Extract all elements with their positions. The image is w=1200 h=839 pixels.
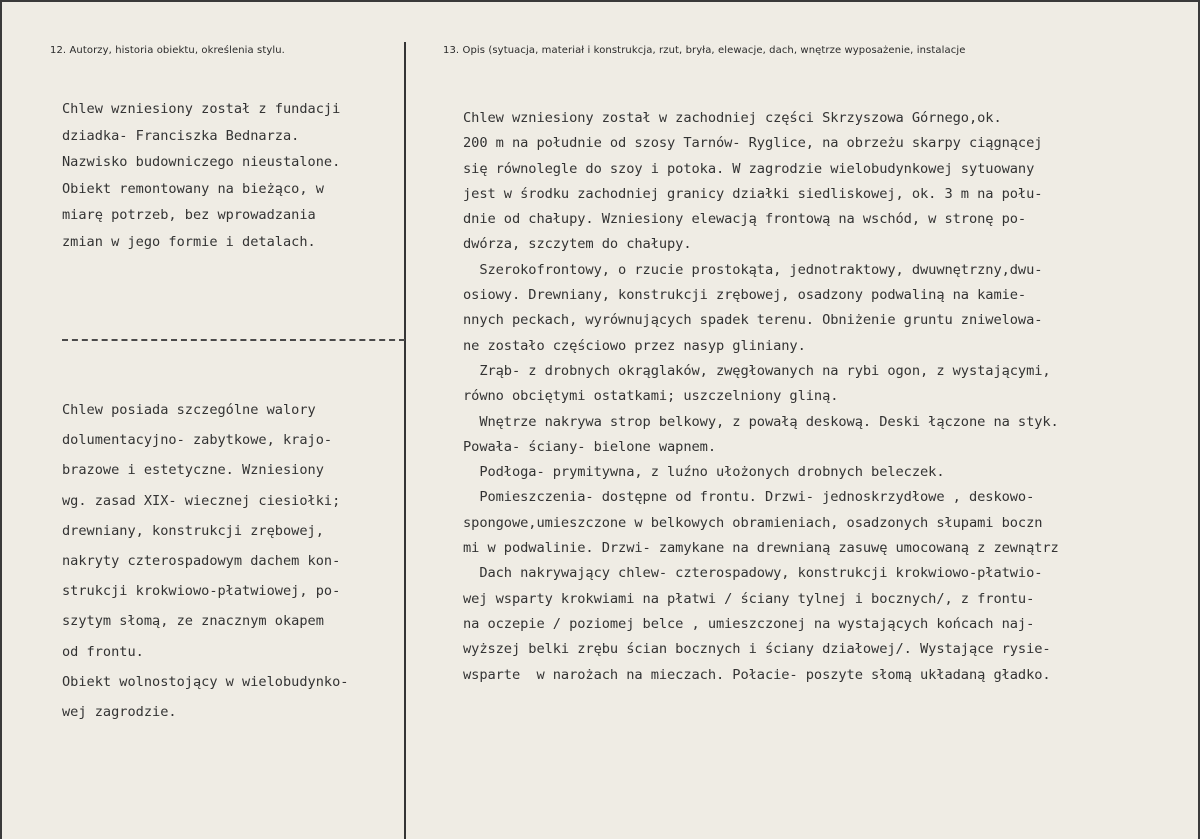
column-divider: [404, 42, 406, 839]
authors-history-text: Chlew wzniesiony został z fundacji dziadka- Franciszka Bednarza. Nazwisko budowniczego nieustalone. Obiekt remontowany na bieżąco, w miarę potrzeb, bez wprowadzania zmian w jego formie i detalach.: [62, 101, 341, 250]
values-assessment-text: Chlew posiada szczególne walory dolumentacyjno- zabytkowe, krajo- brazowe i estetyczne. Wzniesiony wg. zasad XIX- wiecznej ciesiołki; drewniany, konstrukcji zrębowej, nakryty czterospadowym dachem kon- strukcji krokwiowo-płatwiowej, po- szytym słomą, ze znacznym okapem od frontu. Obiekt wolnostojący w wielobudynko- wej zagrodzie.: [62, 402, 349, 721]
page-border-top: [0, 0, 1200, 2]
page-border-left: [0, 0, 2, 839]
description-text: Chlew wzniesiony został w zachodniej części Skrzyszowa Górnego,ok. 200 m na południe od szosy Tarnów- Ryglice, na obrzeżu skarpy ciągnącej się równolegle do szoy i potoka. W zagrodzie wielobudynkowej sytuowany jest w środku zachodniej granicy działki siedliskowej, ok. 3 m na połu- dnie od chałupy. Wzniesiony elewacją frontową na wschód, w stronę po- dwórza, szczytem do chałupy. Szerokofrontowy, o rzucie prostokąta, jednotraktowy, dwuwnętrzny,dwu- osiowy. Drewniany, konstrukcji zrębowej, osadzony podwaliną na kamie- nnych peckach, wyrównujących spadek terenu. Obniżenie gruntu zniwelowa- ne zostało częściowo przez nasyp gliniany. Zrąb- z drobnych okrąglaków, zwęgłowanych na rybi ogon, z wystającymi, równo obciętymi ostatkami; uszczelniony gliną. Wnętrze nakrywa strop belkowy, z powałą deskową. Deski łączone na styk. Powała- ściany- bielone wapnem. Podłoga- prymitywna, z luźno ułożonych drobnych beleczek. Pomieszczenia- dostępne od frontu. Drzwi- jednoskrzydłowe , deskowo- spongowe,umieszczone w belkowych obramieniach, osadzonych słupami boczn mi w podwalinie. Drzwi- zamykane na drewnianą zasuwę umocowaną z zewnątrz Dach nakrywający chlew- czterospadowy, konstrukcji krokwiowo-płatwio- wej wsparty krokwiami na płatwi / ściany tylnej i bocznych/, z frontu- na oczepie / poziomej belce , umieszczonej na wystających końcach naj- wyższej belki zrębu ścian bocznych i ściany działowej/. Wystające rysie- wsparte w narożach na mieczach. Połacie- poszyte słomą układaną gładko.: [463, 110, 1059, 683]
section-13-header: 13. Opis (sytuacja, materiał i konstrukcja, rzut, bryła, elewacje, dach, wnętrze wyposażenie, instalacje: [443, 45, 966, 56]
dashed-separator: [62, 339, 405, 341]
section-12-header: 12. Autorzy, historia obiektu, określenia stylu.: [50, 45, 285, 56]
